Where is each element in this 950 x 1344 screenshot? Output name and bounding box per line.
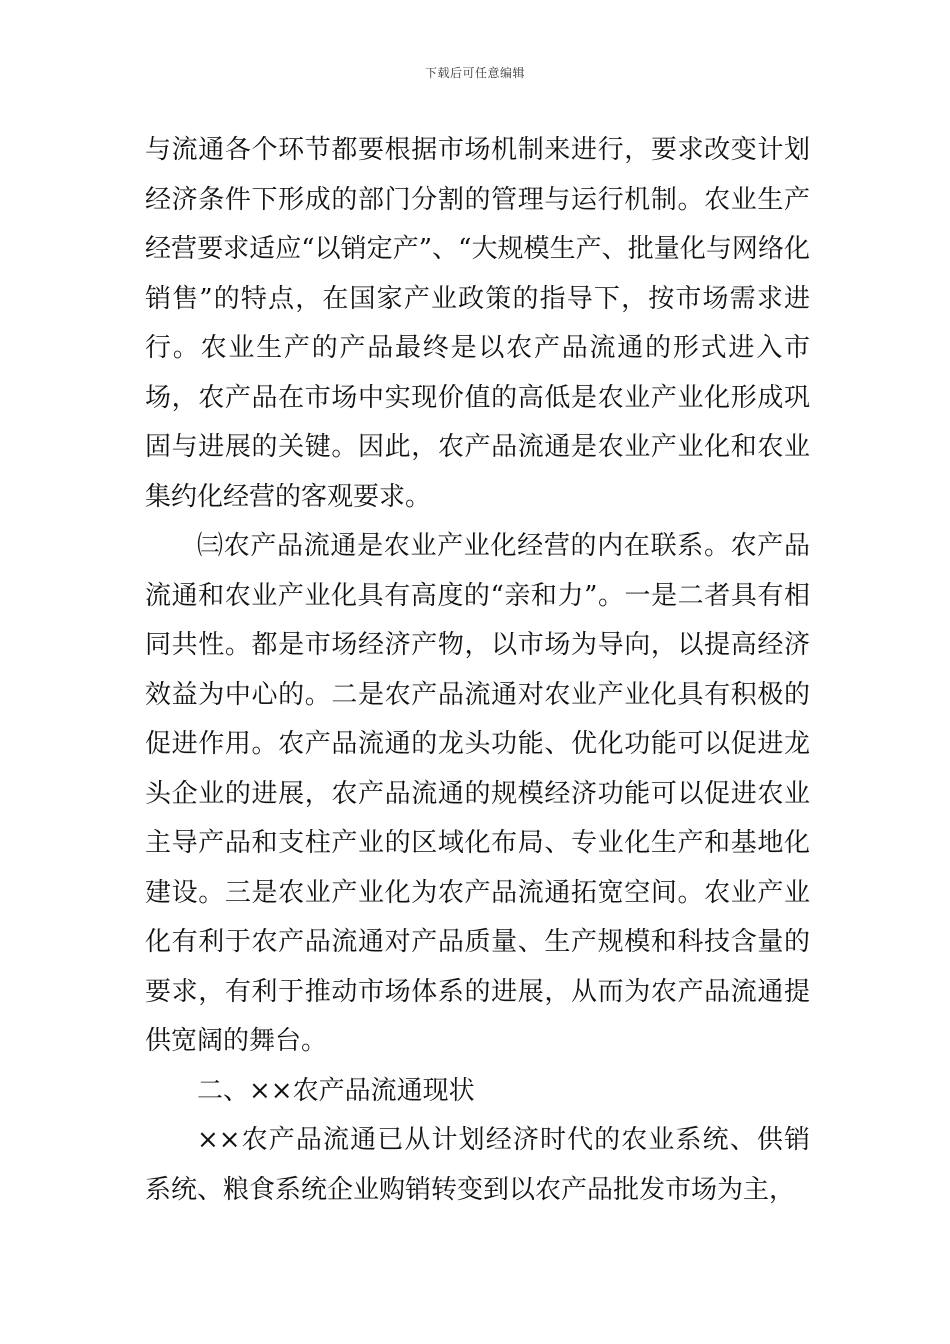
section-heading: 二、××农产品流通现状 — [197, 1075, 475, 1106]
paragraph-current-status: ××农产品流通已从计划经济时代的农业系统、供销系统、粮食系统企业购销转变到以农产品批发市场为主， — [145, 1125, 810, 1205]
page-header: 下载后可任意编辑 — [424, 66, 525, 80]
paragraph-continuation: 与流通各个环节都要根据市场机制来进行，要求改变计划经济条件下形成的部门分割的管理与运行机制。农业生产经营要求适应“以销定产”、“大规模生产、批量化与网络化销售”的特点，在国家产业政策的指导下，按市场需求进行。农业生产的产品最终是以农产品流通的形式进入市场，农产品在市场中实现价值的高低是农业产业化形成巩固与进展的关键。因此，农产品流通是农业产业化和农业集约化经营的客观要求。 — [145, 135, 810, 512]
paragraph-section-three: ㈢农产品流通是农业产业化经营的内在联系。农产品流通和农业产业化具有高度的“亲和力”。一是二者具有相同共性。都是市场经济产物，以市场为导向，以提高经济效益为中心的。二是农产品流通对农业产业化具有积极的促进作用。农产品流通的龙头功能、优化功能可以促进龙头企业的进展，农产品流通的规模经济功能可以促进农业主导产品和支柱产业的区域化布局、专业化生产和基地化建设。三是农业产业化为农产品流通拓宽空间。农业产业化有利于农产品流通对产品质量、生产规模和科技含量的要求，有利于推动市场体系的进展，从而为农产品流通提供宽阔的舞台。 — [145, 531, 810, 1056]
document-body — [145, 126, 810, 1215]
